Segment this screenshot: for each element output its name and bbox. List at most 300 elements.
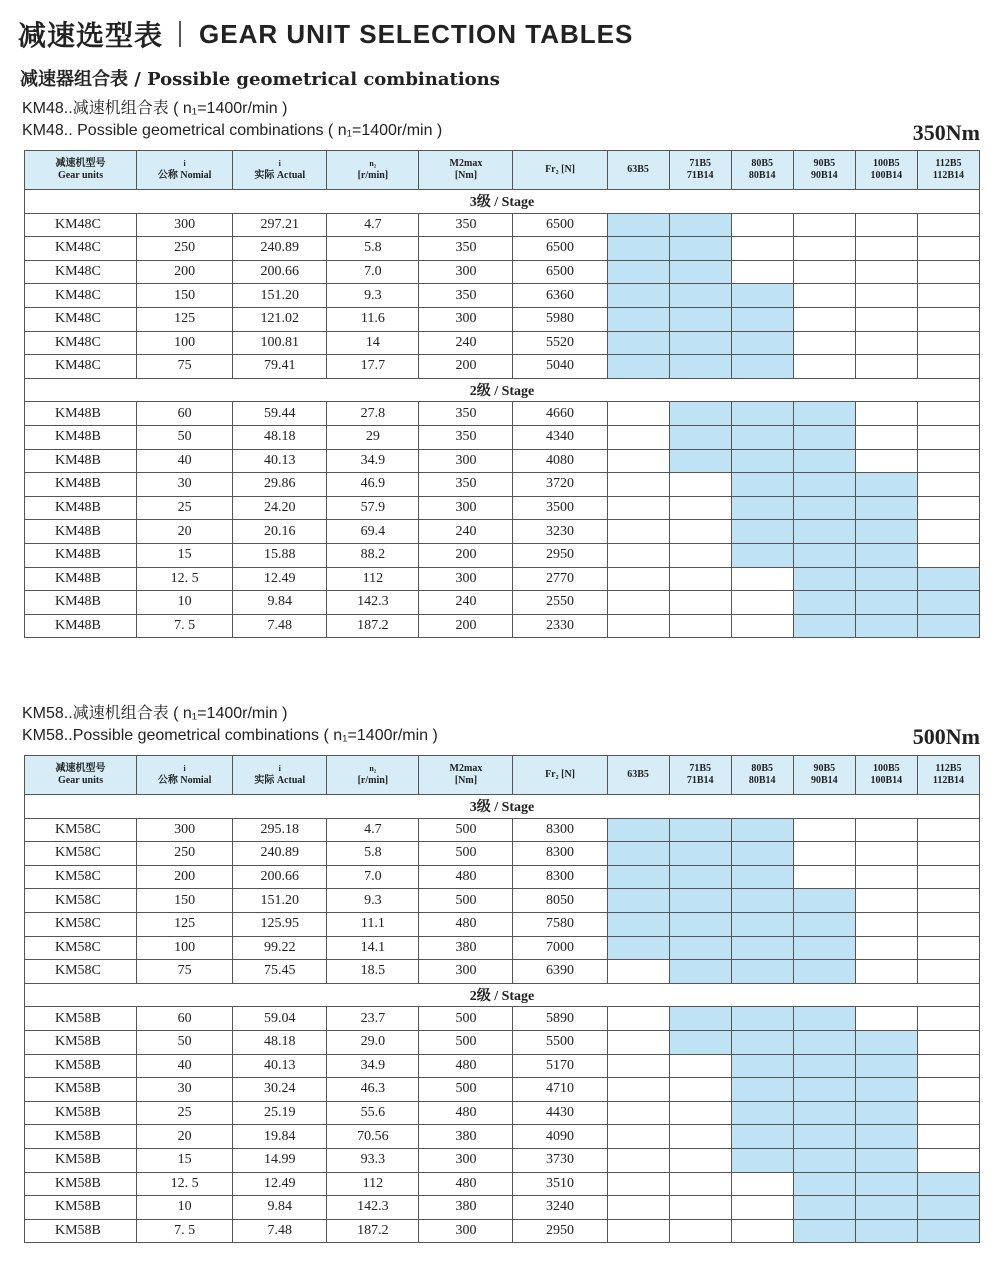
motor-combination-cell	[855, 1219, 917, 1243]
col-n2-unit: [r/min]	[357, 170, 389, 181]
motor-combination-cell	[669, 960, 731, 984]
gear-unit-cell: KM48B	[25, 543, 137, 567]
col-motor-3-b14: 80B14	[748, 170, 776, 181]
max-torque-cell: 350	[419, 213, 513, 237]
motor-combination-cell	[669, 520, 731, 544]
output-speed-cell: 29	[327, 425, 419, 449]
output-speed-cell: 187.2	[327, 614, 419, 638]
motor-combination-cell	[669, 1148, 731, 1172]
table-row	[25, 355, 980, 379]
max-torque-cell: 350	[419, 402, 513, 426]
actual-ratio-cell: 151.20	[233, 284, 327, 308]
motor-combination-cell	[855, 213, 917, 237]
motor-combination-cell	[855, 1078, 917, 1102]
motor-combination-cell	[731, 1172, 793, 1196]
motor-combination-cell	[731, 237, 793, 261]
radial-load-cell: 5890	[513, 1007, 607, 1031]
max-torque-cell: 480	[419, 865, 513, 889]
motor-combination-cell	[855, 842, 917, 866]
motor-combination-cell	[917, 1172, 979, 1196]
gear-unit-cell: KM48B	[25, 614, 137, 638]
nominal-ratio-cell: 200	[137, 865, 233, 889]
actual-ratio-cell: 59.04	[233, 1007, 327, 1031]
max-torque-cell: 300	[419, 1148, 513, 1172]
nominal-ratio-cell: 25	[137, 1101, 233, 1125]
motor-combination-cell	[855, 237, 917, 261]
motor-combination-cell	[669, 1125, 731, 1149]
gear-unit-cell: KM48B	[25, 449, 137, 473]
motor-combination-cell	[607, 473, 669, 497]
table-row	[25, 260, 980, 284]
stage3-heading-row	[25, 190, 980, 214]
max-torque-cell: 480	[419, 1101, 513, 1125]
motor-combination-cell	[731, 331, 793, 355]
actual-ratio-cell: 20.16	[233, 520, 327, 544]
actual-ratio-cell: 48.18	[233, 425, 327, 449]
motor-combination-cell	[607, 237, 669, 261]
col-m2-name: M2max	[449, 763, 483, 774]
col-m2-name: M2max	[449, 158, 483, 169]
col-i-symbol: i	[278, 159, 281, 168]
gear-unit-cell: KM48B	[25, 425, 137, 449]
motor-combination-cell	[917, 237, 979, 261]
table-row	[25, 425, 980, 449]
selection-table-km58	[24, 755, 980, 1243]
radial-load-cell: 8050	[513, 889, 607, 913]
output-speed-cell: 17.7	[327, 355, 419, 379]
motor-combination-cell	[855, 960, 917, 984]
nominal-ratio-cell: 15	[137, 543, 233, 567]
table-row	[25, 213, 980, 237]
actual-ratio-cell: 100.81	[233, 331, 327, 355]
motor-combination-cell	[855, 496, 917, 520]
radial-load-cell: 4660	[513, 402, 607, 426]
nominal-ratio-cell: 20	[137, 520, 233, 544]
table-row	[25, 1078, 980, 1102]
motor-combination-cell	[669, 1196, 731, 1220]
gear-unit-cell: KM48C	[25, 284, 137, 308]
output-speed-cell: 4.7	[327, 213, 419, 237]
output-speed-cell: 112	[327, 1172, 419, 1196]
motor-combination-cell	[855, 425, 917, 449]
radial-load-cell: 2770	[513, 567, 607, 591]
col-nominal	[137, 756, 233, 795]
output-speed-cell: 11.6	[327, 307, 419, 331]
motor-combination-cell	[607, 567, 669, 591]
col-actual	[233, 756, 327, 795]
motor-combination-cell	[607, 1101, 669, 1125]
col-motor-4-b5: 90B5	[813, 158, 836, 169]
nominal-ratio-cell: 150	[137, 284, 233, 308]
output-speed-cell: 93.3	[327, 1148, 419, 1172]
motor-combination-cell	[669, 331, 731, 355]
gear-unit-cell: KM48B	[25, 567, 137, 591]
output-speed-cell: 142.3	[327, 591, 419, 615]
actual-ratio-cell: 297.21	[233, 213, 327, 237]
radial-load-cell: 2330	[513, 614, 607, 638]
motor-combination-cell	[793, 1007, 855, 1031]
col-gear-units-cn: 减速机型号	[55, 763, 106, 774]
motor-combination-cell	[917, 936, 979, 960]
gear-unit-cell: KM48B	[25, 520, 137, 544]
table-row	[25, 842, 980, 866]
max-torque-cell: 300	[419, 496, 513, 520]
motor-combination-cell	[607, 1054, 669, 1078]
gear-unit-cell: KM48B	[25, 402, 137, 426]
max-torque-cell: 240	[419, 591, 513, 615]
actual-ratio-cell: 25.19	[233, 1101, 327, 1125]
radial-load-cell: 6390	[513, 960, 607, 984]
motor-combination-cell	[917, 818, 979, 842]
gear-unit-cell: KM58B	[25, 1125, 137, 1149]
nominal-ratio-cell: 50	[137, 425, 233, 449]
col-gear-units	[25, 151, 137, 190]
motor-combination-cell	[731, 889, 793, 913]
col-i-symbol: i	[183, 159, 186, 168]
nominal-ratio-cell: 125	[137, 307, 233, 331]
col-m2max	[419, 756, 513, 795]
motor-combination-cell	[669, 614, 731, 638]
actual-ratio-cell: 30.24	[233, 1078, 327, 1102]
table-row	[25, 402, 980, 426]
col-n2-unit: [r/min]	[357, 775, 389, 786]
col-motor-5-b5: 100B5	[873, 763, 900, 774]
output-speed-cell: 18.5	[327, 960, 419, 984]
motor-combination-cell	[917, 520, 979, 544]
motor-combination-cell	[731, 614, 793, 638]
nominal-ratio-cell: 7. 5	[137, 1219, 233, 1243]
actual-ratio-cell: 12.49	[233, 567, 327, 591]
motor-combination-cell	[669, 425, 731, 449]
table1-torque: 350Nm	[912, 120, 980, 145]
gear-unit-cell: KM58B	[25, 1101, 137, 1125]
motor-combination-cell	[731, 260, 793, 284]
actual-ratio-cell: 240.89	[233, 237, 327, 261]
motor-combination-cell	[855, 307, 917, 331]
max-torque-cell: 300	[419, 260, 513, 284]
nominal-ratio-cell: 300	[137, 818, 233, 842]
radial-load-cell: 2950	[513, 1219, 607, 1243]
motor-combination-cell	[669, 1172, 731, 1196]
motor-combination-cell	[607, 520, 669, 544]
motor-combination-cell	[669, 543, 731, 567]
motor-combination-cell	[855, 355, 917, 379]
max-torque-cell: 500	[419, 889, 513, 913]
actual-ratio-cell: 151.20	[233, 889, 327, 913]
motor-combination-cell	[669, 865, 731, 889]
table-row	[25, 1101, 980, 1125]
nominal-ratio-cell: 100	[137, 331, 233, 355]
selection-table-km48	[24, 150, 980, 638]
motor-combination-cell	[669, 1030, 731, 1054]
table-row	[25, 496, 980, 520]
motor-combination-cell	[917, 355, 979, 379]
col-fr2: Fr₂ [N]	[513, 151, 607, 190]
motor-combination-cell	[793, 307, 855, 331]
actual-ratio-cell: 121.02	[233, 307, 327, 331]
motor-combination-cell	[855, 520, 917, 544]
table-row	[25, 1148, 980, 1172]
col-n2	[327, 756, 419, 795]
col-motor-3-b14: 80B14	[748, 775, 776, 786]
motor-combination-cell	[855, 543, 917, 567]
nominal-ratio-cell: 7. 5	[137, 614, 233, 638]
radial-load-cell: 8300	[513, 842, 607, 866]
radial-load-cell: 4710	[513, 1078, 607, 1102]
nominal-ratio-cell: 15	[137, 1148, 233, 1172]
motor-combination-cell	[731, 1054, 793, 1078]
output-speed-cell: 4.7	[327, 818, 419, 842]
radial-load-cell: 7580	[513, 912, 607, 936]
stage2-heading-row	[25, 378, 980, 402]
motor-combination-cell	[731, 1101, 793, 1125]
motor-combination-cell	[917, 1101, 979, 1125]
motor-combination-cell	[855, 889, 917, 913]
motor-combination-cell	[731, 425, 793, 449]
motor-combination-cell	[607, 425, 669, 449]
table-row	[25, 960, 980, 984]
nominal-ratio-cell: 40	[137, 1054, 233, 1078]
col-motor-4-b14: 90B14	[810, 170, 838, 181]
motor-combination-cell	[855, 1101, 917, 1125]
col-n2-symbol: n₂	[369, 159, 377, 168]
gear-unit-cell: KM48C	[25, 260, 137, 284]
motor-combination-cell	[607, 1007, 669, 1031]
actual-ratio-cell: 9.84	[233, 1196, 327, 1220]
col-motor-4	[793, 151, 855, 190]
motor-combination-cell	[855, 614, 917, 638]
actual-ratio-cell: 99.22	[233, 936, 327, 960]
actual-ratio-cell: 12.49	[233, 1172, 327, 1196]
max-torque-cell: 480	[419, 1054, 513, 1078]
max-torque-cell: 350	[419, 425, 513, 449]
motor-combination-cell	[607, 355, 669, 379]
motor-combination-cell	[669, 402, 731, 426]
col-motor-6-b14: 112B14	[932, 775, 964, 786]
motor-combination-cell	[917, 591, 979, 615]
gear-unit-cell: KM48C	[25, 213, 137, 237]
motor-combination-cell	[731, 307, 793, 331]
motor-combination-cell	[607, 889, 669, 913]
motor-combination-cell	[855, 260, 917, 284]
col-motor-4-b5: 90B5	[813, 763, 836, 774]
motor-combination-cell	[917, 213, 979, 237]
radial-load-cell: 4430	[513, 1101, 607, 1125]
nominal-ratio-cell: 75	[137, 355, 233, 379]
col-motor-5	[855, 756, 917, 795]
output-speed-cell: 5.8	[327, 237, 419, 261]
table-header-row	[25, 151, 980, 190]
motor-combination-cell	[607, 591, 669, 615]
motor-combination-cell	[669, 1219, 731, 1243]
radial-load-cell: 3510	[513, 1172, 607, 1196]
motor-combination-cell	[855, 818, 917, 842]
motor-combination-cell	[731, 473, 793, 497]
col-motor-4	[793, 756, 855, 795]
actual-ratio-cell: 75.45	[233, 960, 327, 984]
gear-unit-cell: KM58B	[25, 1007, 137, 1031]
motor-combination-cell	[607, 842, 669, 866]
col-motor-2-b5: 71B5	[689, 763, 711, 774]
nominal-ratio-cell: 60	[137, 402, 233, 426]
radial-load-cell: 3230	[513, 520, 607, 544]
motor-combination-cell	[731, 1007, 793, 1031]
radial-load-cell: 2950	[513, 543, 607, 567]
motor-combination-cell	[793, 865, 855, 889]
gear-unit-cell: KM58B	[25, 1219, 137, 1243]
motor-combination-cell	[917, 567, 979, 591]
col-i-symbol: i	[278, 764, 281, 773]
table-row	[25, 1007, 980, 1031]
motor-combination-cell	[793, 260, 855, 284]
output-speed-cell: 69.4	[327, 520, 419, 544]
motor-combination-cell	[607, 449, 669, 473]
table-row	[25, 818, 980, 842]
motor-combination-cell	[793, 842, 855, 866]
motor-combination-cell	[607, 213, 669, 237]
gear-unit-cell: KM58C	[25, 960, 137, 984]
col-motor-4-b14: 90B14	[810, 775, 838, 786]
radial-load-cell: 4090	[513, 1125, 607, 1149]
max-torque-cell: 200	[419, 355, 513, 379]
max-torque-cell: 500	[419, 1030, 513, 1054]
motor-combination-cell	[607, 1196, 669, 1220]
actual-ratio-cell: 59.44	[233, 402, 327, 426]
motor-combination-cell	[793, 237, 855, 261]
motor-combination-cell	[731, 818, 793, 842]
stage3-heading-row	[25, 795, 980, 819]
table-row	[25, 614, 980, 638]
max-torque-cell: 300	[419, 567, 513, 591]
output-speed-cell: 9.3	[327, 889, 419, 913]
nominal-ratio-cell: 75	[137, 960, 233, 984]
motor-combination-cell	[731, 1219, 793, 1243]
motor-combination-cell	[793, 818, 855, 842]
gear-unit-cell: KM48C	[25, 237, 137, 261]
radial-load-cell: 8300	[513, 865, 607, 889]
table-row	[25, 889, 980, 913]
col-nominal-label: 公称 Nomial	[157, 775, 212, 786]
motor-combination-cell	[607, 1172, 669, 1196]
motor-combination-cell	[607, 936, 669, 960]
max-torque-cell: 240	[419, 520, 513, 544]
table2-caption-en: KM58..Possible geometrical combinations ( n₁=1400r/min )	[22, 727, 438, 744]
radial-load-cell: 5500	[513, 1030, 607, 1054]
motor-combination-cell	[855, 567, 917, 591]
motor-combination-cell	[917, 473, 979, 497]
col-m2max	[419, 151, 513, 190]
actual-ratio-cell: 125.95	[233, 912, 327, 936]
col-gear-units	[25, 756, 137, 795]
motor-combination-cell	[607, 543, 669, 567]
max-torque-cell: 350	[419, 237, 513, 261]
radial-load-cell: 3730	[513, 1148, 607, 1172]
max-torque-cell: 500	[419, 1078, 513, 1102]
gear-unit-cell: KM48C	[25, 355, 137, 379]
max-torque-cell: 480	[419, 1172, 513, 1196]
motor-combination-cell	[793, 1054, 855, 1078]
radial-load-cell: 6500	[513, 213, 607, 237]
output-speed-cell: 14	[327, 331, 419, 355]
page-title-cn: 减速选型表	[18, 19, 164, 52]
max-torque-cell: 500	[419, 1007, 513, 1031]
col-actual-label: 实际 Actual	[254, 775, 306, 786]
motor-combination-cell	[607, 1125, 669, 1149]
motor-combination-cell	[607, 1148, 669, 1172]
max-torque-cell: 500	[419, 818, 513, 842]
motor-combination-cell	[731, 960, 793, 984]
max-torque-cell: 300	[419, 307, 513, 331]
motor-combination-cell	[917, 960, 979, 984]
motor-combination-cell	[793, 473, 855, 497]
radial-load-cell: 3240	[513, 1196, 607, 1220]
motor-combination-cell	[917, 1148, 979, 1172]
motor-combination-cell	[731, 1078, 793, 1102]
col-motor-5-b5: 100B5	[873, 158, 900, 169]
motor-combination-cell	[669, 449, 731, 473]
motor-combination-cell	[607, 402, 669, 426]
page-subtitle: 减速器组合表 / Possible geometrical combinations	[20, 69, 500, 90]
motor-combination-cell	[917, 842, 979, 866]
output-speed-cell: 57.9	[327, 496, 419, 520]
motor-combination-cell	[607, 1078, 669, 1102]
nominal-ratio-cell: 12. 5	[137, 1172, 233, 1196]
col-motor-2	[669, 151, 731, 190]
output-speed-cell: 34.9	[327, 1054, 419, 1078]
nominal-ratio-cell: 40	[137, 449, 233, 473]
motor-combination-cell	[669, 1007, 731, 1031]
col-nominal-label: 公称 Nomial	[157, 170, 212, 181]
stage-label: 3级 / Stage	[25, 795, 980, 819]
radial-load-cell: 6500	[513, 237, 607, 261]
motor-combination-cell	[917, 1078, 979, 1102]
col-motor-2-b14: 71B14	[686, 170, 714, 181]
motor-combination-cell	[793, 449, 855, 473]
motor-combination-cell	[669, 355, 731, 379]
motor-combination-cell	[731, 1030, 793, 1054]
table-row	[25, 1125, 980, 1149]
motor-combination-cell	[731, 496, 793, 520]
output-speed-cell: 187.2	[327, 1219, 419, 1243]
table-row	[25, 1054, 980, 1078]
col-fr2: Fr₂ [N]	[513, 756, 607, 795]
gear-unit-cell: KM58B	[25, 1030, 137, 1054]
motor-combination-cell	[793, 543, 855, 567]
col-motor-3	[731, 151, 793, 190]
actual-ratio-cell: 240.89	[233, 842, 327, 866]
motor-combination-cell	[669, 889, 731, 913]
gear-unit-cell: KM48C	[25, 307, 137, 331]
motor-combination-cell	[669, 1101, 731, 1125]
col-i-symbol: i	[183, 764, 186, 773]
col-motor-6-b14: 112B14	[932, 170, 964, 181]
nominal-ratio-cell: 150	[137, 889, 233, 913]
max-torque-cell: 240	[419, 331, 513, 355]
actual-ratio-cell: 14.99	[233, 1148, 327, 1172]
motor-combination-cell	[855, 1125, 917, 1149]
motor-combination-cell	[731, 543, 793, 567]
motor-combination-cell	[917, 402, 979, 426]
motor-combination-cell	[917, 1125, 979, 1149]
motor-combination-cell	[917, 865, 979, 889]
col-motor-2	[669, 756, 731, 795]
motor-combination-cell	[855, 473, 917, 497]
radial-load-cell: 5980	[513, 307, 607, 331]
max-torque-cell: 380	[419, 1196, 513, 1220]
output-speed-cell: 142.3	[327, 1196, 419, 1220]
motor-combination-cell	[669, 237, 731, 261]
motor-combination-cell	[607, 331, 669, 355]
